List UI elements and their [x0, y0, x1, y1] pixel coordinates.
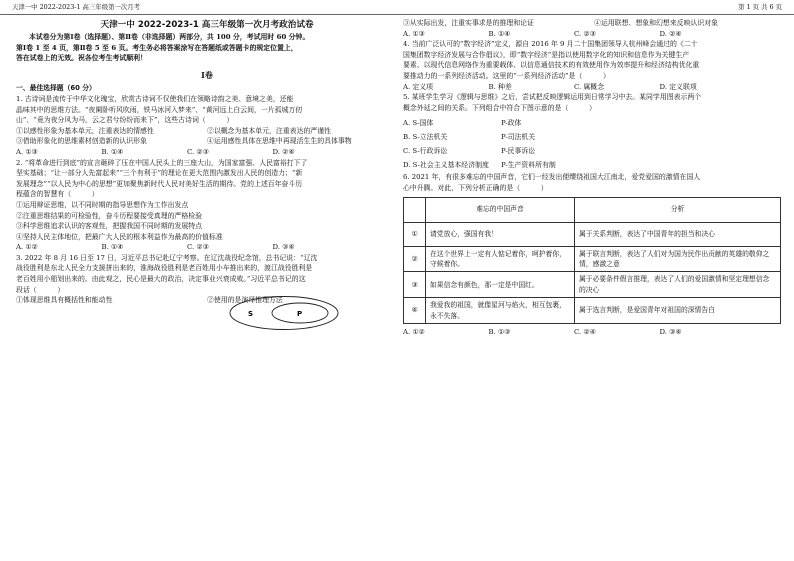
q1-option-c: C. ②③: [187, 147, 209, 156]
q4-option-a: A. 定义项: [403, 82, 434, 91]
q1-statement: ④运用感性具体在思维中再现活生生的具体事物: [207, 137, 352, 146]
q4-option-b: B. 种差: [488, 82, 512, 91]
q3-stem-2: 战役胜利是东北人民全力支援拼出来的，淮海战役胜利是老百姓用小车推出来的，渡江战役胜利是: [16, 264, 313, 273]
q3-stem-1: 3. 2022 年 8 月 16 日至 17 日，习近平总书记赴辽宁考察。在辽沈战役纪念馆，总书记说：“辽沈: [16, 253, 318, 262]
q5-option-p: P-司法机关: [501, 133, 536, 142]
section-heading: 一、最佳选择题（60 分）: [16, 84, 96, 93]
intro-line-1: 本试卷分为第Ⅰ卷（选择题）、第Ⅱ卷（非选择题）两部分，共 100 分，考试用时 60 分钟。: [29, 33, 310, 41]
q2-option-b: B. ①④: [101, 243, 124, 252]
q2-option-c: C. ②③: [187, 243, 209, 252]
q3-statement: ②使用的是演绎推理方法: [207, 296, 283, 305]
table-row: [404, 246, 781, 272]
q3-option-b: B. ①④: [488, 29, 511, 38]
q2-stem-4: 程蕴含的智慧有（ ）: [16, 190, 99, 199]
outer-ellipse: [230, 297, 338, 330]
q1-statement: ②以概念为基本单元，注重表达的严谨性: [207, 126, 332, 135]
row-voice: 如果信念有颜色，那一定是中国红。: [426, 272, 575, 298]
paper-title: 天津一中 2022-2023-1 高三年级第一次月考政治试卷: [100, 20, 314, 30]
right-column: [403, 18, 785, 338]
row-number: ①: [404, 222, 426, 246]
table-header-cell: 难忘的中国声音: [426, 197, 575, 222]
table-row: [404, 298, 781, 324]
q3-statement: ③从实际出发，注重实事求是的推理和论证: [403, 19, 534, 27]
q4-stem-4: 要推动力的一系列经济活动。这里的“一系列经济活动”是（ ）: [403, 71, 610, 80]
q3-option-d: D. ②④: [659, 29, 682, 38]
q4-stem-1: 4. 当前广泛认可的“数字经济”定义，源自 2016 年 9 月二十国集团领导人杭州峰会通过的《二十: [403, 40, 698, 49]
row-voice: 请党放心，强国有我！: [426, 222, 575, 246]
q2-statement: ②注重思维结果的可检验性，奋斗历程要接受真理的严格检验: [16, 211, 203, 220]
question-2: [16, 158, 398, 253]
header-page-number: 第 1 页 共 6 页: [738, 3, 782, 11]
question-6: [403, 172, 785, 337]
q1-stem-1: 1. 古诗词是流传于中华文化瑰宝，欣赏古诗词不仅使我们在领略诗韵之美、意境之美，还能: [16, 94, 294, 103]
q1-option-b: B. ①④: [101, 147, 124, 156]
row-number: ③: [404, 272, 426, 298]
q4-option-d: D. 定义联项: [659, 82, 697, 91]
q6-table: [403, 197, 781, 324]
q2-statement: ③科学思维追求认识的客观性，把握我国不同时期的发展特点: [16, 222, 203, 231]
intro-line-3: 答在试卷上的无效。祝各位考生考试顺利！: [16, 54, 147, 63]
q1-statement: ①以感性形象为基本单元，注重表达的情感性: [16, 126, 154, 135]
table-row: [404, 222, 781, 246]
question-3-continued: [403, 18, 785, 39]
question-4: [403, 39, 785, 92]
intro-line-2: 第Ⅰ卷 1 至 4 页，第Ⅱ卷 5 至 6 页。考生务必将答案涂写在答题纸或答题卡的规定位置上，: [16, 43, 298, 52]
row-analysis: 属于关系判断，表达了中国青年的担当和决心: [575, 222, 781, 246]
q5-option-s: B. S-立法机关: [403, 133, 448, 142]
table-row: [404, 272, 781, 298]
q5-option-p: P-生产资料所有制: [501, 161, 556, 170]
q5-options: [403, 116, 785, 172]
header-left: 天津一中 2022-2023-1 高三年级第一次月考: [12, 3, 141, 11]
q5-stem-2: 概念外延之间的关系。下列组合中符合下图示意的是（ ）: [403, 103, 596, 112]
q3-option-c: C. ②③: [574, 29, 596, 38]
q3-stem-3: 老百姓用小船划出来的。由此观之，民心是最大的政治，决定事业兴衰成败。”习近平总书记的这: [16, 275, 306, 284]
q2-option-d: D. ③④: [272, 243, 295, 252]
question-5: [403, 92, 785, 172]
q1-option-a: A. ①③: [16, 147, 38, 156]
q4-stem-3: 要素、以现代信息网络作为重要载体、以信息通信技术的有效使用作为效率提升和经济结构优化重: [403, 61, 700, 70]
q2-option-a: A. ①②: [16, 243, 38, 252]
q3-stem-4: 段话（ ）: [16, 285, 65, 294]
row-analysis: 属于选言判断，是爱国青年对祖国的深情告白: [575, 298, 781, 324]
q2-stem-2: 坚实基础；“让一部分人先富起来”“三个有利于”的理论在更大范围内激发出人民的创造力；“新: [16, 169, 303, 178]
q6-option-c: C. ②④: [574, 327, 596, 336]
row-analysis: 属于联言判断，表达了人们对为国为民作出贡献的英雄的敬仰之情，感激之意: [575, 246, 781, 272]
row-voice: 在这个世界上一定有人惦记着你，呵护着你，守候着你。: [426, 246, 575, 272]
q6-option-b: B. ①③: [488, 327, 511, 336]
q2-statement: ①运用辩证思维，以不同时期的指导思想作为工作出发点: [16, 200, 189, 209]
q4-stem-2: 国集团数字经济发展与合作倡议》，即“数字经济”是指以使用数字化的知识和信息作为关键生产: [403, 50, 690, 59]
q2-statement: ④坚持人民主体地位，把最广大人民的根本利益作为最高的价值标准: [16, 232, 223, 241]
q2-stem-1: 2. “将革命进行到底”的宣言砸碎了压在中国人民头上的三座大山，为国家富强、人民富裕打下了: [16, 158, 308, 167]
q3-statement: ①体现思维具有概括性和能动性: [16, 296, 113, 305]
q5-option-s: A. S-国体: [403, 119, 434, 128]
q5-option-s: C. S-行政诉讼: [403, 147, 448, 156]
q6-stem-1: 6. 2021 年，有很多难忘的中国声音，它们一经发出便缨绕祖国大江南北，爱党爱国的激情在国人: [403, 173, 701, 182]
row-number: ④: [404, 298, 426, 324]
table-header-row: [404, 197, 781, 222]
q6-stem-2: 心中升腾。对此，下列分析正确的是（ ）: [403, 183, 548, 192]
q5-venn-diagram: [228, 295, 340, 331]
q6-option-d: D. ③④: [659, 327, 682, 336]
volume-heading: Ⅰ卷: [201, 69, 213, 80]
q3-option-a: A. ①③: [403, 29, 425, 38]
row-number: ②: [404, 246, 426, 272]
q1-statement: ③借助形象化的思维素材创造新的认识形象: [16, 137, 147, 146]
q5-stem-1: 5. 某班学生学习《逻辑与思维》之后，尝试把反映逻辑运用到日常学习中去。某同学用图表示两个: [403, 93, 702, 102]
q5-option-p: P-民事诉讼: [501, 147, 536, 156]
question-1: [16, 94, 398, 158]
q1-option-d: D. ②④: [272, 147, 295, 156]
q1-stem-3: 山”、“竟为夜分风为马，云之君兮纷纷而来下”，这些古诗词（ ）: [16, 116, 234, 125]
question-3: [16, 253, 398, 306]
left-column: [16, 18, 398, 306]
page-header: [0, 0, 794, 15]
q4-option-c: C. 属概念: [574, 82, 605, 91]
q5-option-s: D. S-社会主义基本经济制度: [403, 161, 489, 170]
q5-option-p: P-政体: [501, 119, 522, 128]
q6-option-a: A. ①②: [403, 327, 425, 336]
q2-stem-3: 发展理念”“以人民为中心的思想”更加聚焦新时代人民对美好生活的期待。党的上述百年奋斗历: [16, 179, 303, 188]
q3-statement: ④运用联想、想象和幻想来反映认识对象: [594, 19, 719, 27]
inner-label: P: [297, 310, 303, 318]
table-header-cell: 分析: [575, 197, 781, 222]
table-header-cell: [404, 197, 426, 222]
row-voice: 我爱我的祖国，就像星河与焰火，相互包裹，永不失落。: [426, 298, 575, 324]
row-analysis: 属于必要条件假言推理，表达了人们的爱国激情和坚定理想信念的决心: [575, 272, 781, 298]
q1-stem-2: 晶味其中的思维方法。“夜阑卧听风吹雨，铁马冰河入梦来”、“黄河远上白云间，一片孤城万仞: [16, 105, 303, 114]
outer-label: S: [248, 310, 254, 318]
